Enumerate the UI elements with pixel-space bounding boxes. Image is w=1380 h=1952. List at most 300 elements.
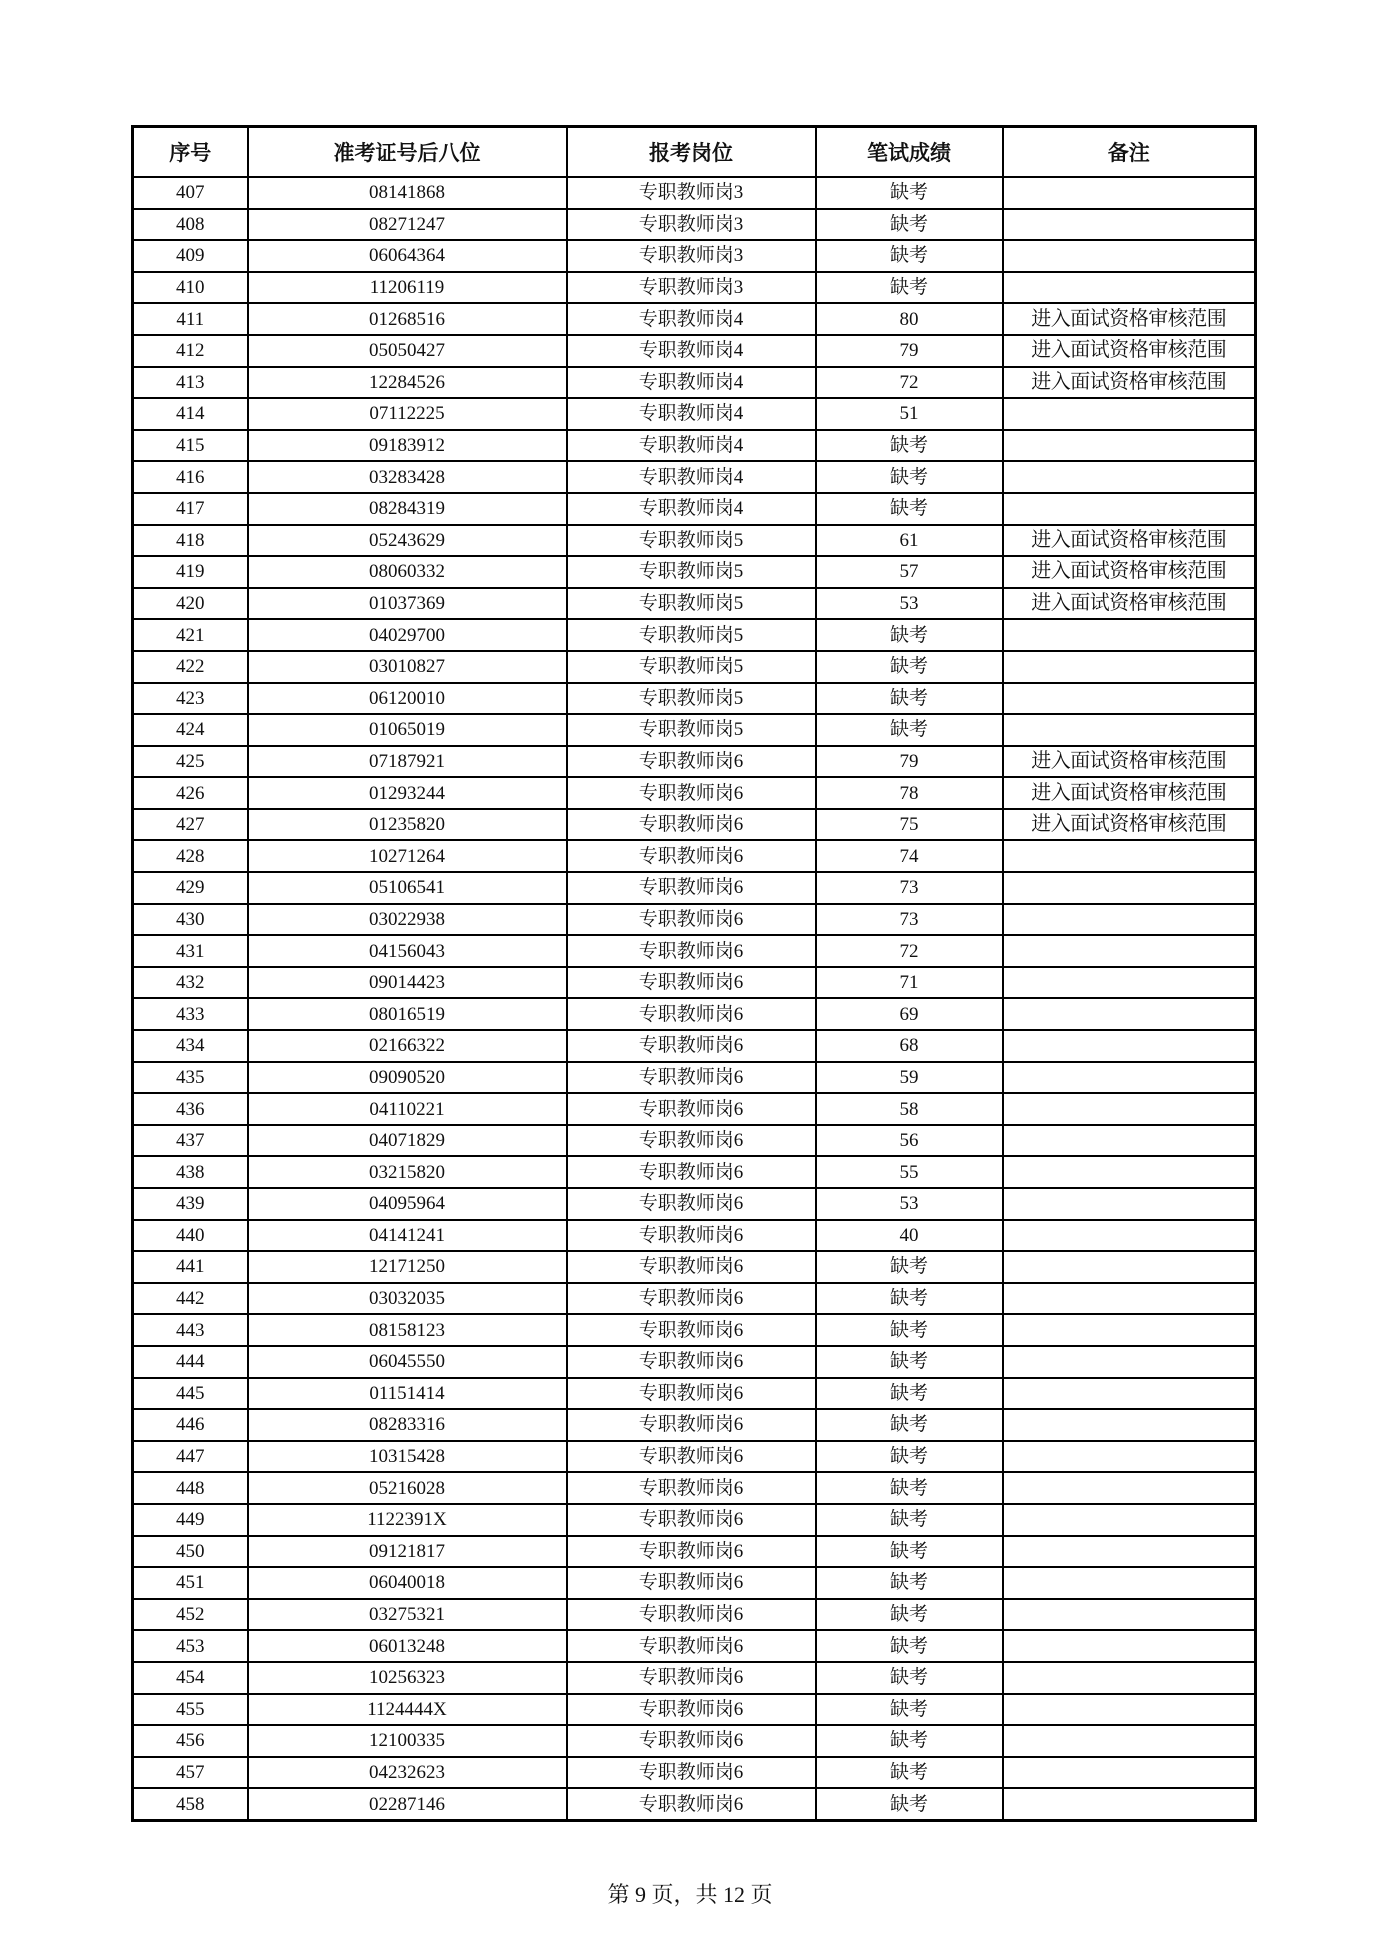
cell-remark (1003, 1251, 1256, 1283)
cell-score: 缺考 (816, 1788, 1003, 1820)
table-row (133, 430, 1256, 462)
cell-ticket-number: 04095964 (248, 1188, 567, 1220)
cell-position: 专职教师岗6 (567, 935, 816, 967)
cell-remark (1003, 998, 1256, 1030)
cell-remark (1003, 1757, 1256, 1789)
cell-position: 专职教师岗4 (567, 398, 816, 430)
table-row (133, 1156, 1256, 1188)
cell-ticket-number: 05106541 (248, 872, 567, 904)
cell-remark (1003, 1188, 1256, 1220)
cell-ticket-number: 03283428 (248, 461, 567, 493)
cell-remark (1003, 1662, 1256, 1694)
table-row (133, 240, 1256, 272)
cell-score: 79 (816, 335, 1003, 367)
table-row (133, 493, 1256, 525)
cell-position: 专职教师岗6 (567, 1156, 816, 1188)
cell-ticket-number: 04110221 (248, 1093, 567, 1125)
cell-position: 专职教师岗4 (567, 367, 816, 399)
cell-score: 缺考 (816, 1694, 1003, 1726)
table-row (133, 1757, 1256, 1789)
cell-score: 缺考 (816, 240, 1003, 272)
cell-ticket-number: 04071829 (248, 1125, 567, 1157)
cell-position: 专职教师岗6 (567, 746, 816, 778)
cell-remark (1003, 619, 1256, 651)
cell-remark: 进入面试资格审核范围 (1003, 525, 1256, 557)
cell-index: 413 (133, 367, 248, 399)
cell-ticket-number: 10315428 (248, 1441, 567, 1473)
cell-ticket-number: 09014423 (248, 967, 567, 999)
table-row (133, 935, 1256, 967)
cell-position: 专职教师岗6 (567, 1283, 816, 1315)
cell-remark: 进入面试资格审核范围 (1003, 556, 1256, 588)
cell-position: 专职教师岗6 (567, 1504, 816, 1536)
cell-remark (1003, 1409, 1256, 1441)
cell-score: 40 (816, 1220, 1003, 1252)
cell-index: 454 (133, 1662, 248, 1694)
cell-ticket-number: 06040018 (248, 1567, 567, 1599)
cell-score: 缺考 (816, 1441, 1003, 1473)
cell-ticket-number: 05216028 (248, 1472, 567, 1504)
cell-remark (1003, 1378, 1256, 1410)
cell-index: 414 (133, 398, 248, 430)
cell-index: 409 (133, 240, 248, 272)
cell-index: 424 (133, 714, 248, 746)
cell-index: 445 (133, 1378, 248, 1410)
cell-position: 专职教师岗6 (567, 1630, 816, 1662)
cell-ticket-number: 01151414 (248, 1378, 567, 1410)
cell-ticket-number: 05050427 (248, 335, 567, 367)
cell-remark: 进入面试资格审核范围 (1003, 809, 1256, 841)
cell-ticket-number: 09121817 (248, 1536, 567, 1568)
table-row (133, 1093, 1256, 1125)
cell-score: 缺考 (816, 651, 1003, 683)
cell-index: 455 (133, 1694, 248, 1726)
cell-index: 420 (133, 588, 248, 620)
table-row (133, 840, 1256, 872)
cell-score: 79 (816, 746, 1003, 778)
cell-position: 专职教师岗6 (567, 904, 816, 936)
cell-index: 416 (133, 461, 248, 493)
cell-remark (1003, 1567, 1256, 1599)
cell-ticket-number: 07187921 (248, 746, 567, 778)
cell-index: 417 (133, 493, 248, 525)
cell-score: 缺考 (816, 272, 1003, 304)
table-row (133, 1030, 1256, 1062)
cell-position: 专职教师岗6 (567, 840, 816, 872)
cell-position: 专职教师岗5 (567, 588, 816, 620)
table-row (133, 1062, 1256, 1094)
table-row (133, 683, 1256, 715)
cell-remark (1003, 493, 1256, 525)
table-row (133, 967, 1256, 999)
cell-remark (1003, 1630, 1256, 1662)
cell-remark (1003, 1156, 1256, 1188)
cell-score: 72 (816, 367, 1003, 399)
cell-remark (1003, 935, 1256, 967)
results-table (131, 125, 1257, 1822)
cell-score: 78 (816, 777, 1003, 809)
table-row (133, 904, 1256, 936)
cell-score: 缺考 (816, 209, 1003, 241)
cell-remark (1003, 272, 1256, 304)
cell-remark (1003, 1283, 1256, 1315)
table-row (133, 651, 1256, 683)
cell-ticket-number: 10271264 (248, 840, 567, 872)
cell-remark (1003, 1314, 1256, 1346)
cell-position: 专职教师岗6 (567, 1314, 816, 1346)
cell-score: 缺考 (816, 1346, 1003, 1378)
cell-index: 428 (133, 840, 248, 872)
cell-index: 426 (133, 777, 248, 809)
cell-position: 专职教师岗5 (567, 651, 816, 683)
table-row (133, 1378, 1256, 1410)
cell-score: 缺考 (816, 1757, 1003, 1789)
cell-position: 专职教师岗6 (567, 1694, 816, 1726)
cell-index: 435 (133, 1062, 248, 1094)
cell-position: 专职教师岗6 (567, 1030, 816, 1062)
cell-score: 缺考 (816, 430, 1003, 462)
cell-score: 73 (816, 872, 1003, 904)
cell-ticket-number: 11206119 (248, 272, 567, 304)
cell-position: 专职教师岗6 (567, 1599, 816, 1631)
cell-index: 453 (133, 1630, 248, 1662)
cell-ticket-number: 05243629 (248, 525, 567, 557)
cell-position: 专职教师岗6 (567, 998, 816, 1030)
table-row (133, 1220, 1256, 1252)
table-row (133, 1694, 1256, 1726)
cell-position: 专职教师岗6 (567, 1409, 816, 1441)
cell-remark (1003, 1599, 1256, 1631)
cell-ticket-number: 07112225 (248, 398, 567, 430)
table-row (133, 588, 1256, 620)
cell-ticket-number: 09090520 (248, 1062, 567, 1094)
cell-score: 73 (816, 904, 1003, 936)
cell-position: 专职教师岗6 (567, 967, 816, 999)
cell-remark (1003, 872, 1256, 904)
cell-score: 缺考 (816, 1599, 1003, 1631)
cell-remark: 进入面试资格审核范围 (1003, 303, 1256, 335)
cell-ticket-number: 04141241 (248, 1220, 567, 1252)
cell-remark (1003, 1062, 1256, 1094)
cell-index: 457 (133, 1757, 248, 1789)
table-row (133, 525, 1256, 557)
cell-index: 436 (133, 1093, 248, 1125)
cell-index: 429 (133, 872, 248, 904)
page-number: 第 9 页，共 12 页 (607, 1882, 773, 1907)
cell-ticket-number: 08060332 (248, 556, 567, 588)
cell-score: 缺考 (816, 1567, 1003, 1599)
cell-index: 415 (133, 430, 248, 462)
cell-position: 专职教师岗6 (567, 1757, 816, 1789)
cell-position: 专职教师岗4 (567, 303, 816, 335)
cell-score: 58 (816, 1093, 1003, 1125)
table-row (133, 1725, 1256, 1757)
cell-ticket-number: 08016519 (248, 998, 567, 1030)
cell-ticket-number: 12100335 (248, 1725, 567, 1757)
cell-index: 444 (133, 1346, 248, 1378)
cell-position: 专职教师岗6 (567, 1788, 816, 1820)
cell-remark: 进入面试资格审核范围 (1003, 777, 1256, 809)
cell-score: 缺考 (816, 493, 1003, 525)
table-row (133, 746, 1256, 778)
cell-score: 缺考 (816, 714, 1003, 746)
cell-index: 430 (133, 904, 248, 936)
cell-ticket-number: 03215820 (248, 1156, 567, 1188)
cell-position: 专职教师岗4 (567, 335, 816, 367)
cell-remark (1003, 461, 1256, 493)
cell-ticket-number: 1122391X (248, 1504, 567, 1536)
cell-score: 缺考 (816, 177, 1003, 209)
table-row (133, 177, 1256, 209)
cell-score: 51 (816, 398, 1003, 430)
header-score: 笔试成绩 (816, 127, 1003, 178)
cell-score: 缺考 (816, 1630, 1003, 1662)
cell-score: 69 (816, 998, 1003, 1030)
table-row (133, 272, 1256, 304)
cell-score: 缺考 (816, 1378, 1003, 1410)
cell-ticket-number: 02287146 (248, 1788, 567, 1820)
cell-ticket-number: 06013248 (248, 1630, 567, 1662)
cell-position: 专职教师岗6 (567, 1251, 816, 1283)
cell-score: 55 (816, 1156, 1003, 1188)
cell-score: 57 (816, 556, 1003, 588)
table-row (133, 777, 1256, 809)
cell-position: 专职教师岗4 (567, 493, 816, 525)
cell-ticket-number: 03010827 (248, 651, 567, 683)
cell-ticket-number: 06045550 (248, 1346, 567, 1378)
cell-position: 专职教师岗4 (567, 430, 816, 462)
cell-score: 缺考 (816, 1662, 1003, 1694)
cell-ticket-number: 08158123 (248, 1314, 567, 1346)
table-row (133, 998, 1256, 1030)
cell-score: 缺考 (816, 461, 1003, 493)
cell-index: 410 (133, 272, 248, 304)
cell-score: 56 (816, 1125, 1003, 1157)
table-row (133, 209, 1256, 241)
cell-score: 缺考 (816, 1725, 1003, 1757)
table-row (133, 461, 1256, 493)
table-row (133, 1283, 1256, 1315)
cell-score: 缺考 (816, 1504, 1003, 1536)
cell-ticket-number: 08283316 (248, 1409, 567, 1441)
cell-index: 438 (133, 1156, 248, 1188)
cell-remark (1003, 177, 1256, 209)
cell-position: 专职教师岗6 (567, 809, 816, 841)
cell-ticket-number: 08271247 (248, 209, 567, 241)
cell-position: 专职教师岗6 (567, 1378, 816, 1410)
cell-index: 425 (133, 746, 248, 778)
cell-position: 专职教师岗6 (567, 1662, 816, 1694)
cell-position: 专职教师岗5 (567, 556, 816, 588)
cell-position: 专职教师岗6 (567, 1472, 816, 1504)
table-row (133, 1567, 1256, 1599)
cell-remark (1003, 683, 1256, 715)
cell-position: 专职教师岗3 (567, 209, 816, 241)
cell-ticket-number: 04232623 (248, 1757, 567, 1789)
cell-ticket-number: 08284319 (248, 493, 567, 525)
cell-index: 446 (133, 1409, 248, 1441)
cell-score: 61 (816, 525, 1003, 557)
cell-ticket-number: 06064364 (248, 240, 567, 272)
table-row (133, 1662, 1256, 1694)
cell-index: 423 (133, 683, 248, 715)
cell-remark (1003, 1504, 1256, 1536)
cell-index: 432 (133, 967, 248, 999)
cell-ticket-number: 02166322 (248, 1030, 567, 1062)
cell-score: 缺考 (816, 1251, 1003, 1283)
cell-index: 419 (133, 556, 248, 588)
cell-index: 434 (133, 1030, 248, 1062)
cell-position: 专职教师岗6 (567, 1567, 816, 1599)
cell-ticket-number: 03275321 (248, 1599, 567, 1631)
table-row (133, 303, 1256, 335)
cell-position: 专职教师岗6 (567, 1125, 816, 1157)
header-row (133, 127, 1256, 178)
table-row (133, 1125, 1256, 1157)
cell-index: 443 (133, 1314, 248, 1346)
header-position: 报考岗位 (567, 127, 816, 178)
cell-index: 408 (133, 209, 248, 241)
cell-remark: 进入面试资格审核范围 (1003, 335, 1256, 367)
cell-index: 422 (133, 651, 248, 683)
cell-position: 专职教师岗3 (567, 240, 816, 272)
cell-position: 专职教师岗6 (567, 1441, 816, 1473)
cell-index: 439 (133, 1188, 248, 1220)
cell-ticket-number: 01065019 (248, 714, 567, 746)
cell-remark (1003, 1694, 1256, 1726)
cell-remark (1003, 904, 1256, 936)
cell-score: 缺考 (816, 1409, 1003, 1441)
cell-remark (1003, 240, 1256, 272)
cell-position: 专职教师岗3 (567, 272, 816, 304)
table-row (133, 619, 1256, 651)
cell-position: 专职教师岗6 (567, 872, 816, 904)
cell-index: 458 (133, 1788, 248, 1820)
cell-remark (1003, 967, 1256, 999)
cell-ticket-number: 12284526 (248, 367, 567, 399)
header-remark: 备注 (1003, 127, 1256, 178)
table-row (133, 1314, 1256, 1346)
cell-index: 452 (133, 1599, 248, 1631)
cell-score: 71 (816, 967, 1003, 999)
table-row (133, 1472, 1256, 1504)
table-body (133, 177, 1256, 1820)
cell-remark (1003, 840, 1256, 872)
cell-index: 433 (133, 998, 248, 1030)
cell-ticket-number: 01293244 (248, 777, 567, 809)
table-row (133, 809, 1256, 841)
cell-ticket-number: 09183912 (248, 430, 567, 462)
cell-index: 412 (133, 335, 248, 367)
cell-remark (1003, 1220, 1256, 1252)
table-row (133, 1346, 1256, 1378)
table-row (133, 1504, 1256, 1536)
table-row (133, 398, 1256, 430)
table-row (133, 1441, 1256, 1473)
cell-ticket-number: 06120010 (248, 683, 567, 715)
cell-index: 440 (133, 1220, 248, 1252)
cell-position: 专职教师岗5 (567, 525, 816, 557)
cell-position: 专职教师岗5 (567, 714, 816, 746)
table-row (133, 1536, 1256, 1568)
cell-score: 80 (816, 303, 1003, 335)
cell-score: 53 (816, 588, 1003, 620)
cell-index: 427 (133, 809, 248, 841)
table-row (133, 1409, 1256, 1441)
table-row (133, 1630, 1256, 1662)
cell-score: 72 (816, 935, 1003, 967)
cell-index: 442 (133, 1283, 248, 1315)
cell-score: 缺考 (816, 1536, 1003, 1568)
cell-remark (1003, 1725, 1256, 1757)
cell-ticket-number: 03022938 (248, 904, 567, 936)
header-ticket-number: 准考证号后八位 (248, 127, 567, 178)
table-row (133, 1599, 1256, 1631)
cell-ticket-number: 03032035 (248, 1283, 567, 1315)
cell-ticket-number: 04029700 (248, 619, 567, 651)
cell-index: 451 (133, 1567, 248, 1599)
cell-ticket-number: 08141868 (248, 177, 567, 209)
cell-remark (1003, 1536, 1256, 1568)
table-row (133, 714, 1256, 746)
table-row (133, 1251, 1256, 1283)
cell-index: 456 (133, 1725, 248, 1757)
cell-remark (1003, 714, 1256, 746)
table-row (133, 1788, 1256, 1820)
cell-score: 缺考 (816, 683, 1003, 715)
cell-position: 专职教师岗6 (567, 1093, 816, 1125)
cell-position: 专职教师岗6 (567, 1062, 816, 1094)
cell-remark (1003, 1346, 1256, 1378)
cell-index: 437 (133, 1125, 248, 1157)
cell-index: 450 (133, 1536, 248, 1568)
table-row (133, 556, 1256, 588)
cell-score: 缺考 (816, 619, 1003, 651)
cell-score: 缺考 (816, 1472, 1003, 1504)
cell-position: 专职教师岗6 (567, 777, 816, 809)
cell-score: 75 (816, 809, 1003, 841)
cell-ticket-number: 12171250 (248, 1251, 567, 1283)
cell-index: 431 (133, 935, 248, 967)
cell-remark (1003, 1472, 1256, 1504)
cell-index: 407 (133, 177, 248, 209)
cell-score: 68 (816, 1030, 1003, 1062)
cell-position: 专职教师岗6 (567, 1725, 816, 1757)
table-row (133, 872, 1256, 904)
cell-remark (1003, 1788, 1256, 1820)
cell-ticket-number: 01235820 (248, 809, 567, 841)
cell-index: 411 (133, 303, 248, 335)
cell-remark (1003, 209, 1256, 241)
cell-index: 441 (133, 1251, 248, 1283)
cell-index: 447 (133, 1441, 248, 1473)
cell-remark (1003, 651, 1256, 683)
cell-score: 缺考 (816, 1314, 1003, 1346)
cell-position: 专职教师岗5 (567, 619, 816, 651)
cell-index: 448 (133, 1472, 248, 1504)
cell-position: 专职教师岗3 (567, 177, 816, 209)
cell-ticket-number: 10256323 (248, 1662, 567, 1694)
cell-position: 专职教师岗6 (567, 1536, 816, 1568)
cell-position: 专职教师岗6 (567, 1220, 816, 1252)
cell-index: 418 (133, 525, 248, 557)
cell-score: 缺考 (816, 1283, 1003, 1315)
cell-remark (1003, 430, 1256, 462)
cell-remark (1003, 1030, 1256, 1062)
cell-index: 421 (133, 619, 248, 651)
cell-remark (1003, 1441, 1256, 1473)
cell-ticket-number: 04156043 (248, 935, 567, 967)
